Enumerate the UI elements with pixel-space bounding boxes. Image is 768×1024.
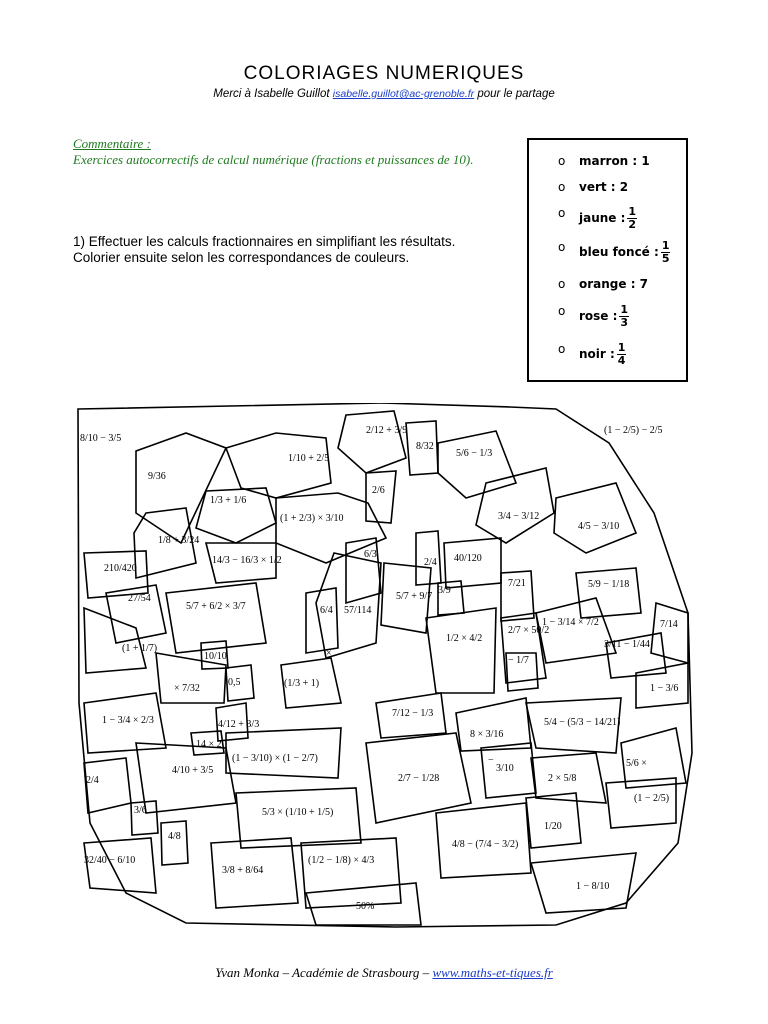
legend-bullet: o	[558, 180, 566, 194]
map-expression-label: 2/7 × 50/2	[508, 625, 550, 636]
map-expression-label: 8 × 3/16	[470, 729, 504, 740]
map-expression-label: 5/7 + 9/7	[396, 591, 433, 602]
map-expression-label: (1 − 2/5)	[634, 793, 670, 804]
map-expression-label: 2 × 5/8	[548, 773, 577, 784]
map-region	[136, 433, 226, 543]
map-expression-label: 3/10	[496, 763, 514, 774]
map-expression-label: 5/6 − 1/3	[456, 448, 493, 459]
map-expression-label: 1/20	[544, 821, 562, 832]
legend-label: orange : 7	[579, 277, 649, 291]
map-expression-label: 5/3 × (1/10 + 1/5)	[262, 807, 334, 818]
legend-label: rose :	[579, 309, 618, 323]
footer	[0, 965, 768, 981]
map-region	[576, 568, 641, 618]
legend-text	[579, 342, 626, 367]
legend-text	[579, 304, 629, 329]
map-expression-label: 3/4 − 3/12	[498, 511, 540, 522]
map-expression-label: 5/4 − (5/3 − 14/21)	[544, 717, 621, 728]
instruction-line-2: Colorier ensuite selon les correspondances de couleurs.	[73, 250, 410, 265]
map-expression-label: (1/2 − 1/8) × 4/3	[308, 855, 375, 866]
map-expression-label: 4/10 + 3/5	[172, 765, 214, 776]
map-expression-label: 1 − 3/6	[650, 683, 679, 694]
map-expression-label: (1 + 1/7)	[122, 643, 158, 654]
credit-prefix: Merci à Isabelle Guillot	[213, 88, 330, 100]
legend-denominator: 5	[661, 252, 670, 265]
legend-numerator: 1	[620, 303, 629, 316]
map-expression-label: 3/11 − 1/44	[604, 639, 650, 650]
legend-bullet: o	[558, 304, 566, 318]
map-expression-label: 10/10	[204, 651, 227, 662]
instruction-line-1: 1) Effectuer les calculs fractionnaires en simplifiant les résultats.	[73, 234, 456, 249]
map-region	[554, 483, 636, 553]
map-expression-label: 4/5 − 3/10	[578, 521, 620, 532]
map-expression-label: 0,5	[228, 677, 241, 688]
map-expression-label: 4/8	[168, 831, 181, 842]
credit-line	[0, 88, 768, 100]
legend-fraction	[661, 240, 671, 265]
map-expression-label: 5/7 + 6/2 × 3/7	[186, 601, 246, 612]
map-expression-label: − 1/7	[508, 655, 529, 666]
legend-bullet: o	[558, 206, 566, 220]
map-expression-label: 14 × 2	[196, 739, 222, 750]
map-expression-label: × 7/32	[174, 683, 200, 694]
legend-bullet: o	[558, 240, 566, 254]
legend-text	[579, 154, 650, 168]
map-region	[161, 821, 188, 865]
map-region	[366, 471, 396, 523]
map-expression-label: 2/4	[424, 557, 437, 568]
map-expression-label: (1 − 3/10) × (1 − 2/7)	[232, 753, 318, 764]
map-expression-label: 6/3	[364, 549, 377, 560]
legend-fraction	[627, 206, 637, 231]
coloring-map-shapes	[76, 403, 693, 929]
legend-bullet: o	[558, 277, 566, 291]
map-region	[438, 431, 516, 498]
legend-denominator: 3	[620, 316, 629, 329]
map-expression-label: 1/8 + 3/24	[158, 535, 200, 546]
credit-email-link[interactable]: isabelle.guillot@ac-grenoble.fr	[332, 88, 475, 100]
map-expression-label: 2/6	[372, 485, 385, 496]
legend-label: bleu foncé :	[579, 245, 659, 259]
legend-denominator: 2	[628, 218, 637, 231]
map-expression-label: 7/14	[660, 619, 678, 630]
map-expression-label: 5/6 ×	[626, 758, 647, 769]
map-expression-label: 6/4	[320, 605, 333, 616]
map-expression-label: 3/6	[134, 805, 147, 816]
map-expression-label: 210/420	[104, 563, 137, 574]
legend-bullet: o	[558, 342, 566, 356]
map-expression-label: 14/3 − 16/3 × 1/2	[212, 555, 282, 566]
map-expression-label: 4/8 − (7/4 − 3/2)	[452, 839, 519, 850]
map-expression-label: (1/3 + 1)	[284, 678, 320, 689]
map-expression-label: 3/9	[438, 585, 451, 596]
map-expression-label: ×	[326, 648, 332, 659]
legend-label: marron : 1	[579, 154, 650, 168]
page-title: COLORIAGES NUMERIQUES	[243, 63, 525, 84]
map-expression-label: 8/10 − 3/5	[80, 433, 122, 444]
legend-fraction	[617, 342, 627, 367]
map-expression-label: 5/9 − 1/18	[588, 579, 630, 590]
comment-body: Exercices autocorrectifs de calcul numérique (fractions et puissances de 10).	[73, 152, 474, 167]
legend-text	[579, 277, 648, 291]
map-region	[338, 411, 406, 473]
map-expression-label: 2/7 − 1/28	[398, 773, 440, 784]
legend-text	[579, 240, 670, 265]
map-region	[426, 608, 496, 693]
map-expression-label: 2/4	[86, 775, 99, 786]
legend-text	[579, 206, 637, 231]
map-expression-label: 1/2 × 4/2	[446, 633, 483, 644]
credit-suffix: pour le partage	[477, 88, 555, 100]
map-expression-label: 1 − 8/10	[576, 881, 610, 892]
map-region	[306, 588, 338, 653]
comment-heading: Commentaire :	[73, 136, 151, 151]
legend-text	[579, 180, 628, 194]
map-expression-label: 1 − 3/4 × 2/3	[102, 715, 154, 726]
legend-numerator: 1	[661, 239, 670, 252]
footer-author: Yvan Monka – Académie de Strasbourg –	[215, 965, 430, 980]
map-expression-label: 8/32	[416, 441, 434, 452]
legend-denominator: 4	[617, 354, 626, 367]
map-expression-label: 4/12 + 3/3	[218, 719, 260, 730]
map-region	[456, 698, 531, 751]
map-expression-label: 3/8 + 8/64	[222, 865, 264, 876]
map-expression-label: 7/12 − 1/3	[392, 708, 434, 719]
legend-numerator: 1	[628, 205, 637, 218]
coloring-map	[76, 403, 693, 929]
legend-numerator: 1	[617, 341, 626, 354]
map-expression-label: 40/120	[454, 553, 482, 564]
map-expression-label: 9/36	[148, 471, 166, 482]
map-expression-label: 50%	[356, 901, 375, 912]
map-expression-label: (1 − 2/5) − 2/5	[604, 425, 663, 436]
color-legend	[527, 138, 688, 382]
instructions	[73, 234, 523, 266]
map-region	[301, 838, 401, 908]
map-expression-label: 1 − 3/14 × 7/2	[542, 617, 599, 628]
map-expression-label: 32/40 − 6/10	[84, 855, 136, 866]
map-region	[236, 788, 361, 848]
legend-label: noir :	[579, 347, 615, 361]
map-outline	[78, 403, 692, 927]
map-expression-label: 27/54	[128, 593, 151, 604]
map-expression-label: −	[488, 755, 494, 766]
map-expression-label: 1/3 + 1/6	[210, 495, 247, 506]
legend-fraction	[619, 304, 629, 329]
legend-label: jaune :	[579, 211, 626, 225]
map-expression-label: 2/12 + 3/9	[366, 425, 408, 436]
map-region	[226, 433, 331, 498]
map-expression-label: 1/10 + 2/5	[288, 453, 330, 464]
map-expression-label: 57/114	[344, 605, 372, 616]
map-expression-label: (1 + 2/3) × 3/10	[280, 513, 344, 524]
map-expression-label: 7/21	[508, 578, 526, 589]
footer-website-link[interactable]: www.maths-et-tiques.fr	[432, 965, 553, 980]
legend-bullet: o	[558, 154, 566, 168]
legend-label: vert : 2	[579, 180, 629, 194]
